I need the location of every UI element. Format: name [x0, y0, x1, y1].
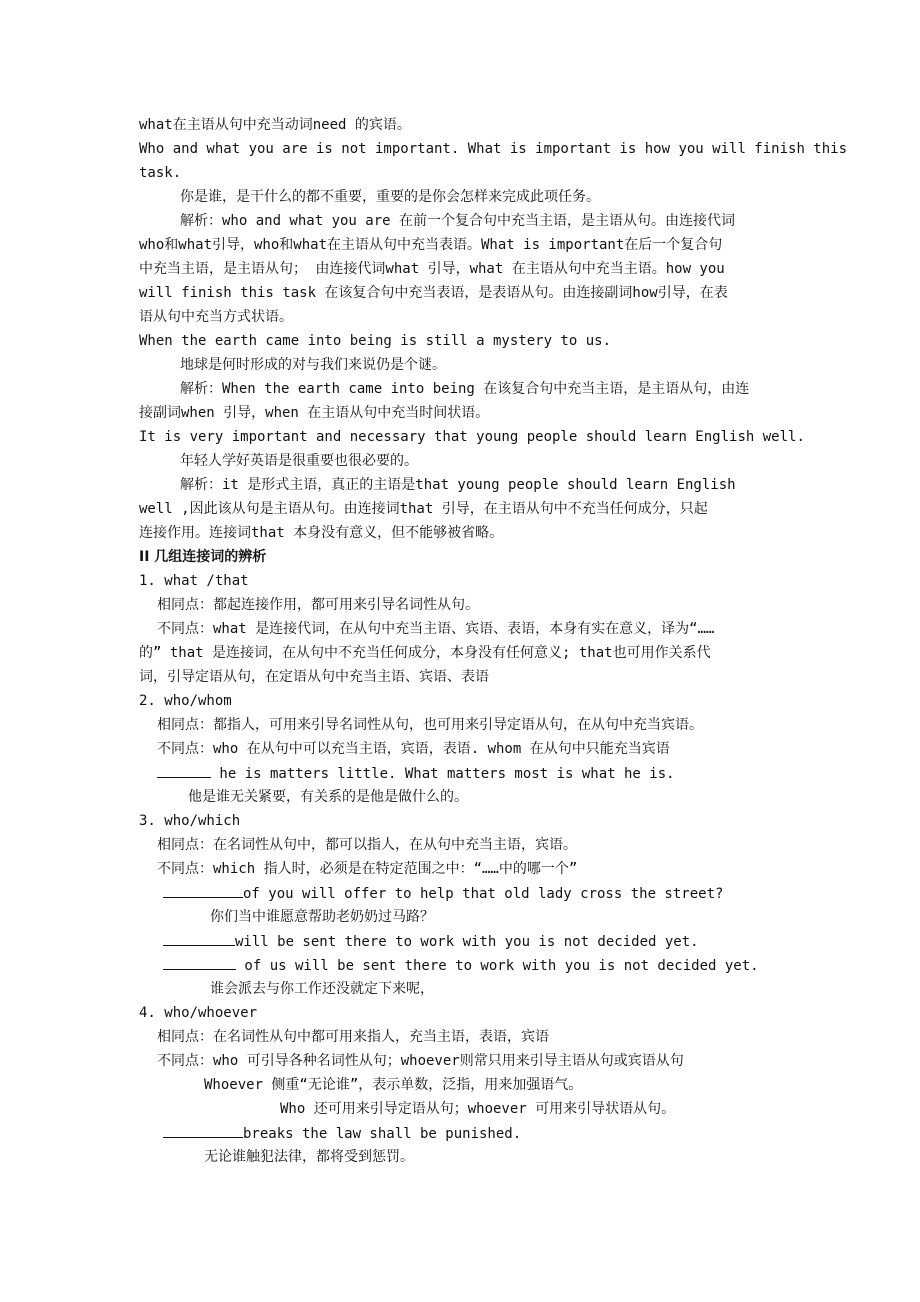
- text-line: 接副词when 引导，when 在主语从句中充当时间状语。: [139, 405, 490, 421]
- text-line: Who and what you are is not important. What is important is how you will finish this: [139, 141, 848, 157]
- text-line: Whoever 侧重“无论谁”，表示单数，泛指，用来加强语气。: [204, 1077, 583, 1093]
- text-line: 不同点：who 可引导各种名词性从句；whoever则常只用来引导主语从句或宾语从句: [157, 1053, 684, 1069]
- exercise-line: [163, 931, 699, 952]
- exercise-text: breaks the law shall be punished.: [243, 1126, 522, 1142]
- text-line: 的” that 是连接词，在从句中不充当任何成分，本身没有任何意义; that也可用作关系代: [139, 645, 711, 661]
- text-line: 无论谁触犯法律，都将受到惩罚。: [204, 1149, 414, 1165]
- text-line: 不同点：who 在从句中可以充当主语，宾语，表语. whom 在从句中只能充当宾语: [157, 741, 670, 757]
- text-line: what在主语从句中充当动词need 的宾语。: [139, 117, 411, 133]
- text-line: 中充当主语，是主语从句； 由连接代词what 引导，what 在主语从句中充当主语。how you: [139, 261, 725, 277]
- text-line: Who 还可用来引导定语从句；whoever 可用来引导状语从句。: [280, 1101, 676, 1117]
- answer-blank[interactable]: [157, 763, 211, 778]
- exercise-line: [163, 955, 759, 976]
- exercise-text: he is matters little. What matters most is what he is.: [211, 766, 675, 782]
- text-line: 相同点：在名词性从句中都可用来指人，充当主语，表语，宾语: [157, 1029, 549, 1045]
- answer-blank[interactable]: [163, 931, 235, 946]
- text-line: 解析：who and what you are 在前一个复合句中充当主语，是主语从句。由连接代词: [180, 213, 736, 229]
- text-line: 词，引导定语从句，在定语从句中充当主语、宾语、表语: [139, 669, 489, 685]
- text-line: well ,因此该从句是主语从句。由连接词that 引导，在主语从句中不充当任何成分，只起: [139, 501, 708, 517]
- item-heading: 2. who/whom: [139, 693, 232, 709]
- exercise-line: [157, 763, 675, 784]
- text-line: 你是谁，是干什么的都不重要，重要的是你会怎样来完成此项任务。: [180, 189, 600, 205]
- text-line: task.: [139, 165, 182, 181]
- text-line: will finish this task 在该复合句中充当表语，是表语从句。由连接副词how引导，在表: [139, 285, 728, 301]
- text-line: 地球是何时形成的对与我们来说仍是个谜。: [180, 357, 446, 373]
- text-line: 相同点：都指人，可用来引导名词性从句，也可用来引导定语从句，在从句中充当宾语。: [157, 717, 703, 733]
- text-line: It is very important and necessary that young people should learn English well.: [139, 429, 805, 445]
- item-heading: 3. who/which: [139, 813, 241, 829]
- text-line: 不同点：what 是连接代词，在从句中充当主语、宾语、表语，本身有实在意义，译为“……: [157, 621, 715, 637]
- exercise-text: will be sent there to work with you is not decided yet.: [235, 934, 699, 950]
- exercise-line: [163, 883, 723, 904]
- answer-blank[interactable]: [163, 883, 243, 898]
- item-heading: 1. what /that: [139, 573, 249, 589]
- text-line: 解析：it 是形式主语，真正的主语是that young people should learn English: [180, 477, 736, 493]
- answer-blank[interactable]: [163, 1123, 243, 1138]
- text-line: 不同点：which 指人时，必须是在特定范围之中：“……中的哪一个”: [157, 861, 578, 877]
- text-line: 解析：When the earth came into being 在该复合句中充当主语，是主语从句，由连: [180, 381, 750, 397]
- text-line: When the earth came into being is still a mystery to us.: [139, 333, 612, 349]
- section-heading: II 几组连接词的辨析: [139, 549, 267, 565]
- text-line: 连接作用。连接词that 本身没有意义，但不能够被省略。: [139, 525, 504, 541]
- text-line: 谁会派去与你工作还没就定下来呢，: [210, 981, 434, 997]
- exercise-line: [163, 1123, 521, 1144]
- text-line: 语从句中充当方式状语。: [139, 309, 293, 325]
- text-line: 相同点：在名词性从句中，都可以指人，在从句中充当主语，宾语。: [157, 837, 577, 853]
- exercise-text: of us will be sent there to work with you is not decided yet.: [236, 958, 759, 974]
- text-line: who和what引导，who和what在主语从句中充当表语。What is important在后一个复合句: [139, 237, 723, 253]
- exercise-text: of you will offer to help that old lady cross the street?: [243, 886, 724, 902]
- text-line: 相同点：都起连接作用，都可用来引导名词性从句。: [157, 597, 479, 613]
- item-heading: 4. who/whoever: [139, 1005, 258, 1021]
- text-line: 年轻人学好英语是很重要也很必要的。: [180, 453, 418, 469]
- answer-blank[interactable]: [163, 955, 236, 970]
- text-line: 你们当中谁愿意帮助老奶奶过马路？: [210, 909, 434, 925]
- text-line: 他是谁无关紧要，有关系的是他是做什么的。: [188, 789, 468, 805]
